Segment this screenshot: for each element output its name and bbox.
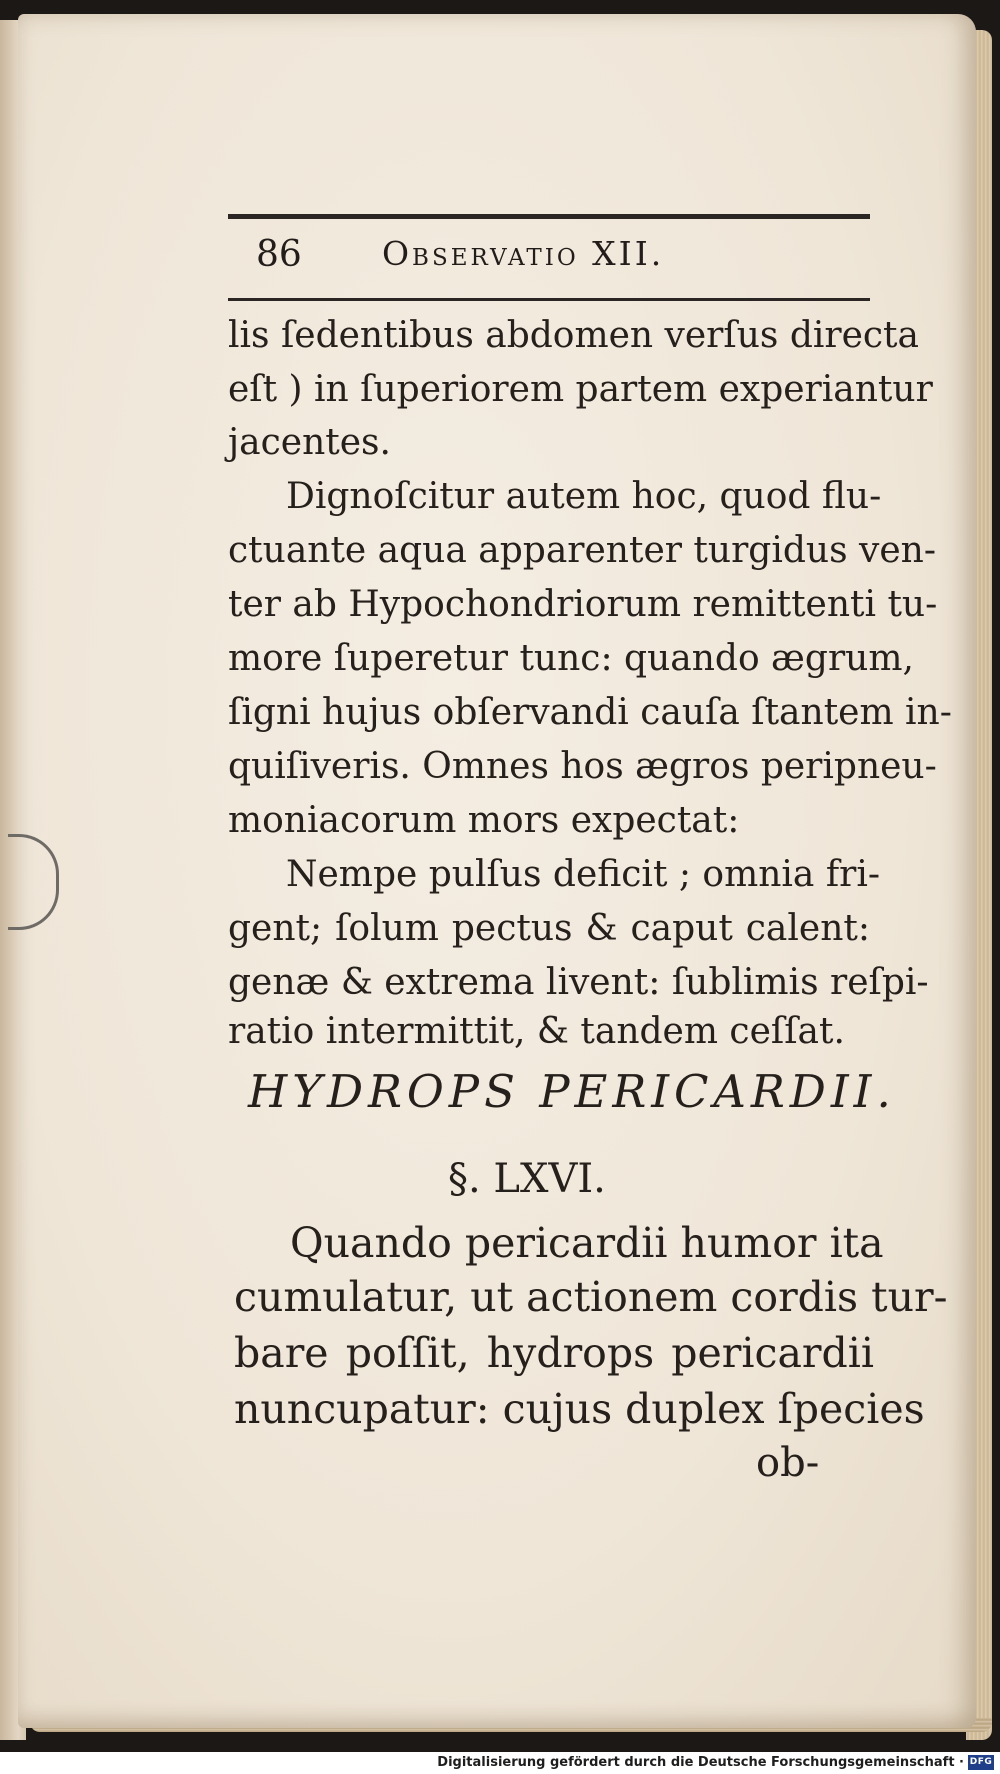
- text-line: quiſiveris. Omnes hos ægros peripneu-: [228, 746, 937, 787]
- text-line: bare poſſit, hydrops pericardii: [234, 1329, 874, 1377]
- text-line: ctuante aqua apparenter turgidus ven-: [228, 530, 936, 571]
- text-line: nuncupatur: cujus duplex ſpecies: [234, 1385, 925, 1433]
- running-header: [230, 232, 870, 288]
- text-line: Dignoſcitur autem hoc, quod flu-: [286, 476, 882, 517]
- text-line: ſigni hujus obſervandi cauſa ſtantem in-: [228, 692, 952, 733]
- text-line: ratio intermittit, & tandem ceſſat.: [228, 1011, 845, 1052]
- section-heading: HYDROPS PERICARDII.: [248, 1065, 896, 1118]
- text-line: moniacorum mors expectat:: [228, 800, 740, 841]
- page-number: 86: [256, 234, 302, 275]
- text-line: eſt ) in ſuperiorem partem experiantur: [228, 369, 933, 410]
- text-line: genæ & extrema livent: ſublimis reſpi-: [228, 962, 929, 1003]
- dfg-logo: DFG: [968, 1755, 994, 1770]
- text-line: jacentes.: [228, 422, 391, 463]
- text-line: more ſuperetur tunc: quando ægrum,: [228, 638, 914, 679]
- text-line: cumulatur, ut actionem cordis tur-: [234, 1273, 948, 1321]
- text-line: Nempe pulſus deficit ; omnia fri-: [286, 854, 881, 895]
- text-line: ter ab Hypochondriorum remittenti tu-: [228, 584, 938, 625]
- text-line: Quando pericardii humor ita: [290, 1219, 884, 1267]
- footer-credit: Digitalisierung gefördert durch die Deutsche Forschungsgemeinschaft ·: [437, 1755, 964, 1770]
- header-rule-top: [228, 214, 870, 219]
- text-line: lis ſedentibus abdomen verſus directa: [228, 315, 919, 356]
- paragraph-number: §. LXVI.: [448, 1156, 606, 1202]
- clip-mark: [8, 834, 59, 930]
- text-line: gent; ſolum pectus & caput calent:: [228, 908, 870, 949]
- catchword: ob-: [756, 1440, 820, 1486]
- header-rule-bottom: [228, 298, 870, 301]
- running-title: Observatio XII.: [382, 234, 665, 273]
